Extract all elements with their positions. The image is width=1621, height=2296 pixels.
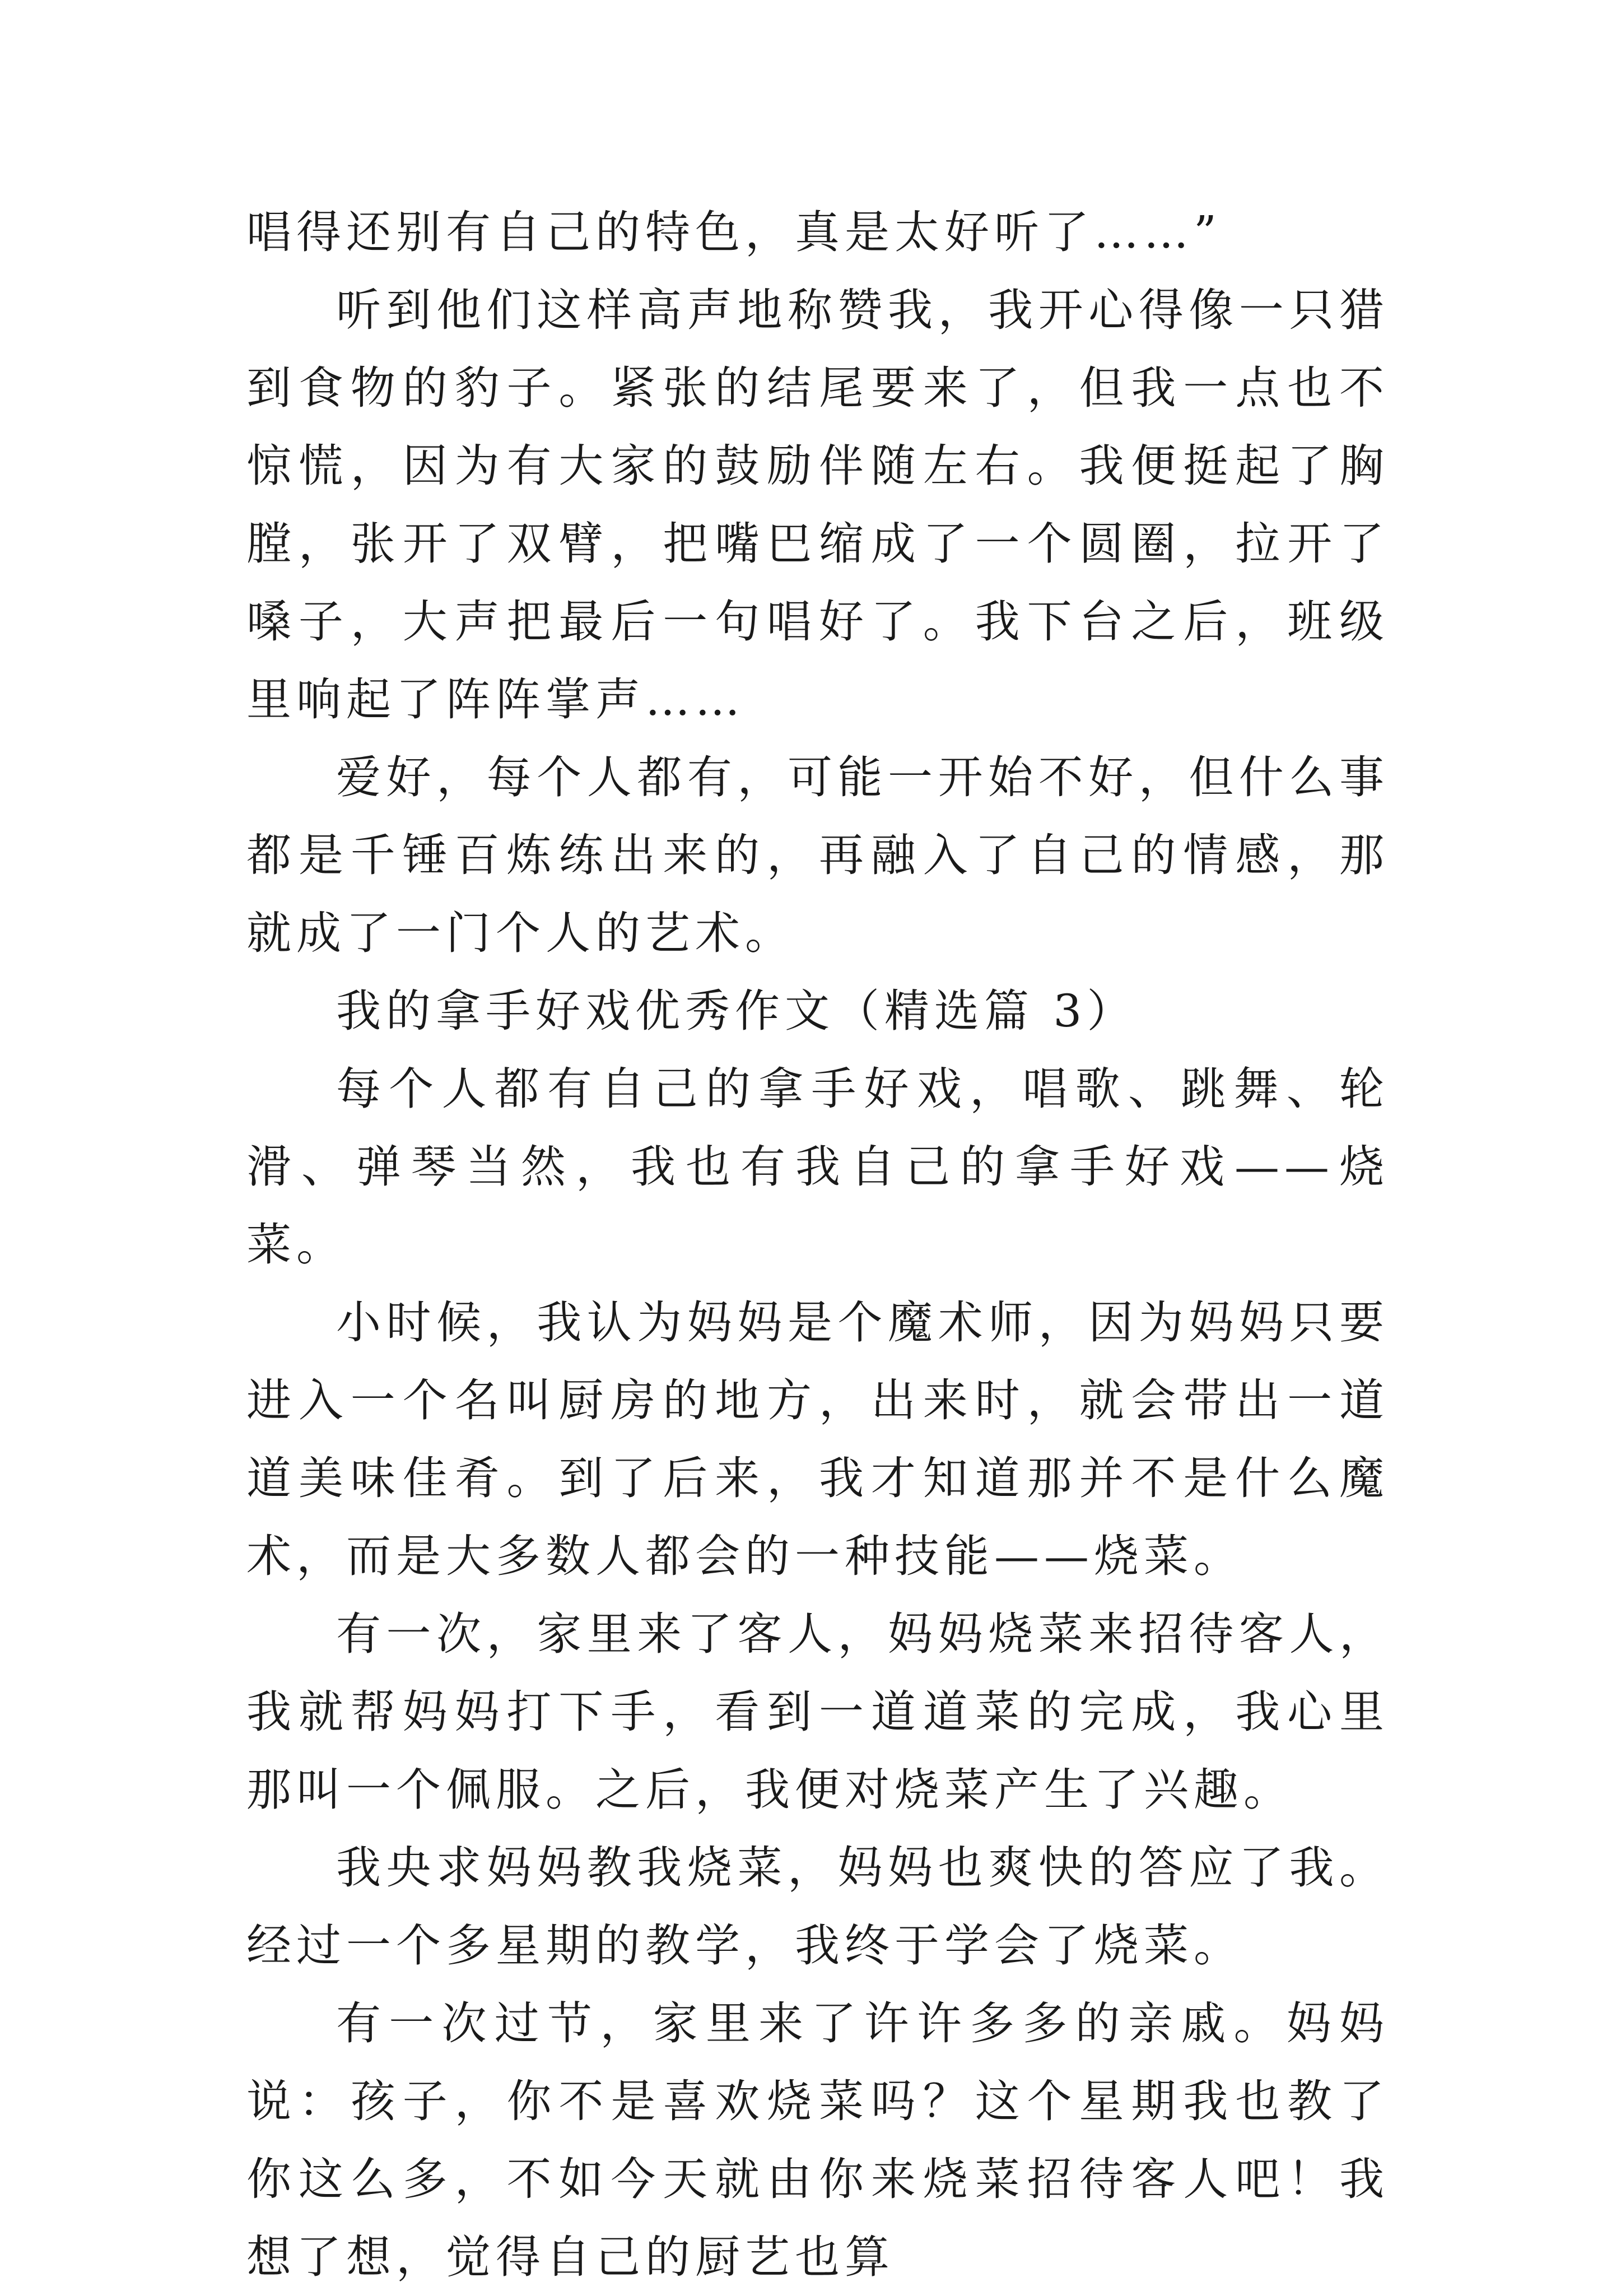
paragraph: 每个人都有自己的拿手好戏，唱歌、跳舞、轮滑、弹琴当然，我也有我自己的拿手好戏——烧菜。 <box>246 1063 1389 1271</box>
paragraph: 有一次过节，家里来了许许多多的亲戚。妈妈说：孩子，你不是喜欢烧菜吗？这个星期我也教了你这么多，不如今天就由你来烧菜招待客人吧！我想了想，觉得自己的厨艺也算 <box>246 1997 1389 2283</box>
paragraph: 爱好，每个人都有，可能一开始不好，但什么事都是千锤百炼练出来的，再融入了自己的情感，那就成了一门个人的艺术。 <box>246 751 1389 959</box>
paragraph: 小时候，我认为妈妈是个魔术师，因为妈妈只要进入一个名叫厨房的地方，出来时，就会带出一道道美味佳肴。到了后来，我才知道那并不是什么魔术，而是大多数人都会的一种技能——烧菜。 <box>246 1296 1389 1582</box>
paragraph: 唱得还别有自己的特色，真是太好听了……” <box>246 206 1222 258</box>
section-heading: 我的拿手好戏优秀作文（精选篇 3） <box>336 985 1137 1037</box>
paragraph: 听到他们这样高声地称赞我，我开心得像一只猎到食物的豹子。紧张的结尾要来了，但我一点也不惊慌，因为有大家的鼓励伴随左右。我便挺起了胸膛，张开了双臂，把嘴巴缩成了一个圆圈，拉开了嗓子，大声把最后一句唱好了。我下台之后，班级里响起了阵阵掌声…… <box>246 284 1389 726</box>
document-body <box>246 193 1389 2296</box>
paragraph: 我央求妈妈教我烧菜，妈妈也爽快的答应了我。经过一个多星期的教学，我终于学会了烧菜。 <box>246 1842 1389 1972</box>
paragraph: 有一次，家里来了客人，妈妈烧菜来招待客人，我就帮妈妈打下手，看到一道道菜的完成，我心里那叫一个佩服。之后，我便对烧菜产生了兴趣。 <box>246 1608 1389 1816</box>
